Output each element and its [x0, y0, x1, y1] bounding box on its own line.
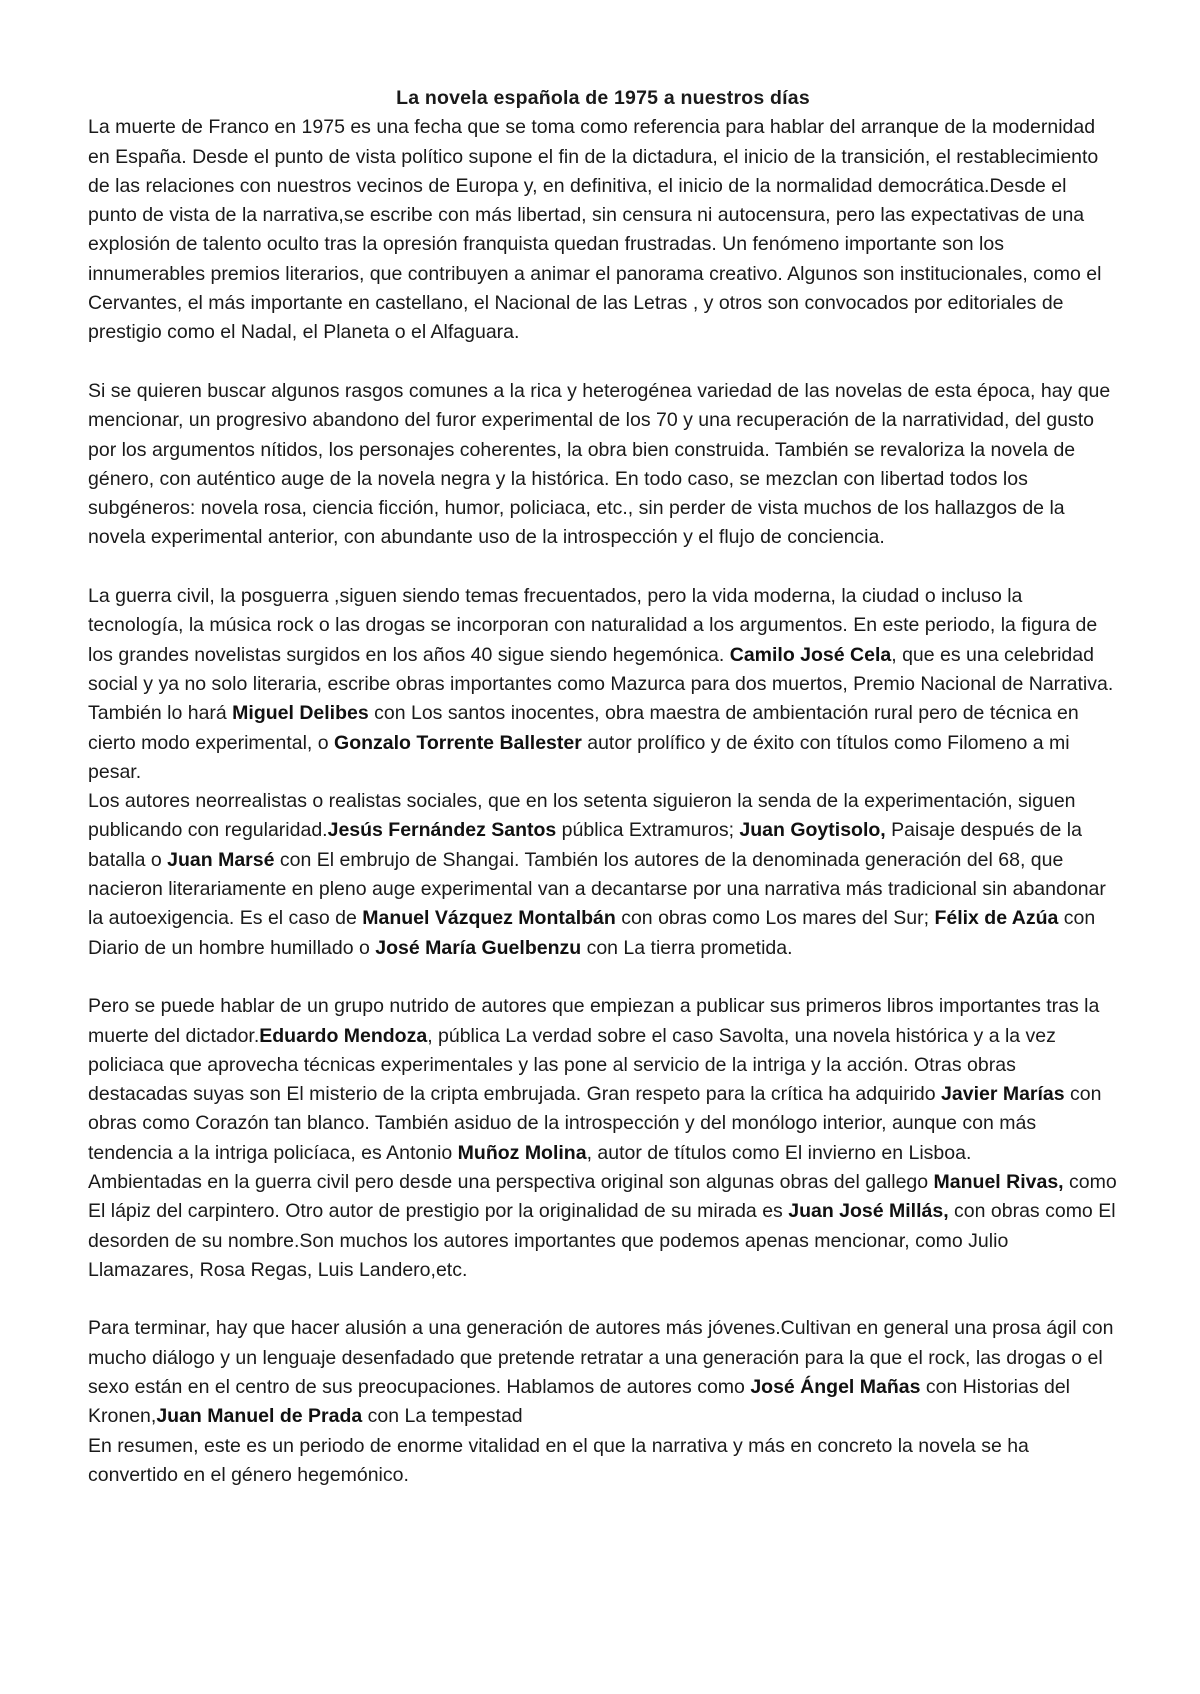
author-name: Jesús Fernández Santos	[327, 819, 557, 842]
paragraph-spacer	[88, 348, 1118, 377]
paragraph-text: con obras como El desorden de su nombre.Son muchos los autores importantes que podemos apenas mencionar, como Julio Llamazares, Rosa Regas, Luis Landero,etc.	[88, 1200, 1116, 1281]
paragraph-text: , autor de títulos como El invierno en Lisboa.	[586, 1141, 972, 1164]
paragraph-text: pública Extramuros;	[556, 819, 740, 842]
paragraph	[88, 113, 1118, 347]
author-name: Juan Goytisolo,	[739, 819, 886, 842]
paragraph-text: La muerte de Franco en 1975 es una fecha que se toma como referencia para hablar del arranque de la modernidad en España. Desde el punto de vista político supone el fin de la dictadura, el inicio de la transición, el restablecimiento de las relaciones con nuestros vecinos de Europa y, en definitiva, el inicio de la normalidad democrática.Desde el punto de vista de la narrativa,se escribe con más libertad, sin censura ni autocensura, pero las expectativas de una explosión de talento oculto tras la opresión franquista quedan frustradas. Un fenómeno importante son los innumerables premios literarios, que contribuyen a animar el panorama creativo. Algunos son institucionales, como el Cervantes, el más importante en castellano, el Nacional de las Letras , y otros son convocados por editoriales de prestigio como el Nadal, el Planeta o el Alfaguara.	[88, 116, 1102, 344]
paragraph-text: con Historias del Kronen,	[88, 1376, 1071, 1428]
paragraph	[88, 582, 1118, 787]
paragraph-text: con La tempestad	[362, 1405, 523, 1428]
author-name: Juan Manuel de Prada	[156, 1405, 363, 1428]
paragraph	[88, 377, 1118, 553]
paragraph-text: con Los santos inocentes, obra maestra de ambientación rural pero de técnica en cierto modo experimental, o	[88, 702, 1079, 754]
paragraph-text: La guerra civil, la posguerra ,siguen siendo temas frecuentados, pero la vida moderna, la ciudad o incluso la tecnología, la música rock o las drogas se incorporan con naturalidad a los argumentos. En este periodo, la figura de los grandes novelistas surgidos en los años 40 sigue siendo hegemónica.	[88, 585, 1098, 666]
author-name: Félix de Azúa	[934, 907, 1059, 930]
paragraph-text: con obras como Corazón tan blanco. También asiduo de la introspección y del monólogo interior, aunque con más tendencia a la intriga policíaca, es Antonio	[88, 1083, 1102, 1164]
paragraph-text: con El embrujo de Shangai. También los autores de la denominada generación del 68, que nacieron literariamente en pleno auge experimental van a decantarse por una narrativa más tradicional sin abandonar la autoexigencia. Es el caso de	[88, 848, 1106, 930]
paragraph-spacer	[88, 1285, 1118, 1314]
paragraph	[88, 787, 1118, 963]
paragraph	[88, 1314, 1118, 1431]
paragraph-text: con obras como Los mares del Sur;	[615, 907, 935, 930]
author-name: Javier Marías	[941, 1083, 1065, 1106]
paragraph-list	[88, 113, 1118, 1490]
author-name: Miguel Delibes	[232, 702, 369, 725]
author-name: Gonzalo Torrente Ballester	[334, 731, 582, 754]
paragraph	[88, 1168, 1118, 1285]
paragraph-text: , pública La verdad sobre el caso Savolta, una novela histórica y a la vez policiaca que aprovecha técnicas experimentales y las pone al servicio de la intriga y la acción. Otras obras destacadas suyas son El misterio de la cripta embrujada. Gran respeto para la crítica ha adquirido	[88, 1024, 1056, 1106]
paragraph-text: , que es una celebridad social y ya no solo literaria, escribe obras importantes como Mazurca para dos muertos, Premio Nacional de Narrativa. También lo hará	[88, 643, 1114, 725]
paragraph	[88, 992, 1118, 1168]
paragraph-spacer	[88, 553, 1118, 582]
paragraph-text: como El lápiz del carpintero. Otro autor de prestigio por la originalidad de su mirada es	[88, 1170, 1117, 1223]
paragraph-text: Paisaje después de la batalla o	[88, 819, 1082, 871]
document-body	[88, 84, 1118, 1490]
paragraph-text: Si se quieren buscar algunos rasgos comunes a la rica y heterogénea variedad de las novelas de esta época, hay que mencionar, un progresivo abandono del furor experimental de los 70 y una recuperación de la narratividad, del gusto por los argumentos nítidos, los personajes coherentes, la obra bien construida. También se revaloriza la novela de género, con auténtico auge de la novela negra y la histórica. En todo caso, se mezclan con libertad todos los subgéneros: novela rosa, ciencia ficción, humor, policiaca, etc., sin perder de vista muchos de los hallazgos de la novela experimental anterior, con abundante uso de la introspección y el flujo de conciencia.	[88, 379, 1111, 549]
author-name: Juan José Millás,	[788, 1200, 949, 1223]
document-title: La novela española de 1975 a nuestros días	[396, 87, 810, 109]
paragraph-text: con La tierra prometida.	[581, 936, 793, 959]
paragraph-text: Los autores neorrealistas o realistas sociales, que en los setenta siguieron la senda de la experimentación, siguen publicando con regularidad.	[88, 790, 1076, 842]
paragraph-text: Pero se puede hablar de un grupo nutrido de autores que empiezan a publicar sus primeros libros importantes tras la muerte del dictador.	[88, 995, 1100, 1047]
paragraph-text: autor prolífico y de éxito con títulos como Filomeno a mi pesar.	[88, 731, 1070, 783]
author-name: Eduardo Mendoza	[259, 1024, 428, 1047]
author-name: José María Guelbenzu	[375, 936, 582, 959]
paragraph-text: con Diario de un hombre humillado o	[88, 907, 1096, 959]
paragraph	[88, 1432, 1118, 1491]
author-name: Juan Marsé	[167, 848, 275, 871]
paragraph-text: Para terminar, hay que hacer alusión a una generación de autores más jóvenes.Cultivan en general una prosa ágil con mucho diálogo y un lenguaje desenfadado que pretende retratar a una generación para la que el rock, las drogas o el sexo están en el centro de sus preocupaciones. Hablamos de autores como	[88, 1317, 1114, 1399]
paragraph-spacer	[88, 963, 1118, 992]
paragraph-text: En resumen, este es un periodo de enorme vitalidad en el que la narrativa y más en concreto la novela se ha convertido en el género hegemónico.	[88, 1434, 1029, 1486]
author-name: Manuel Vázquez Montalbán	[362, 907, 616, 930]
author-name: José Ángel Mañas	[750, 1376, 921, 1399]
author-name: Manuel Rivas,	[933, 1170, 1064, 1193]
author-name: Muñoz Molina	[457, 1141, 587, 1164]
author-name: Camilo José Cela	[729, 643, 892, 666]
paragraph-text: Ambientadas en la guerra civil pero desde una perspectiva original son algunas obras del gallego	[88, 1170, 934, 1193]
